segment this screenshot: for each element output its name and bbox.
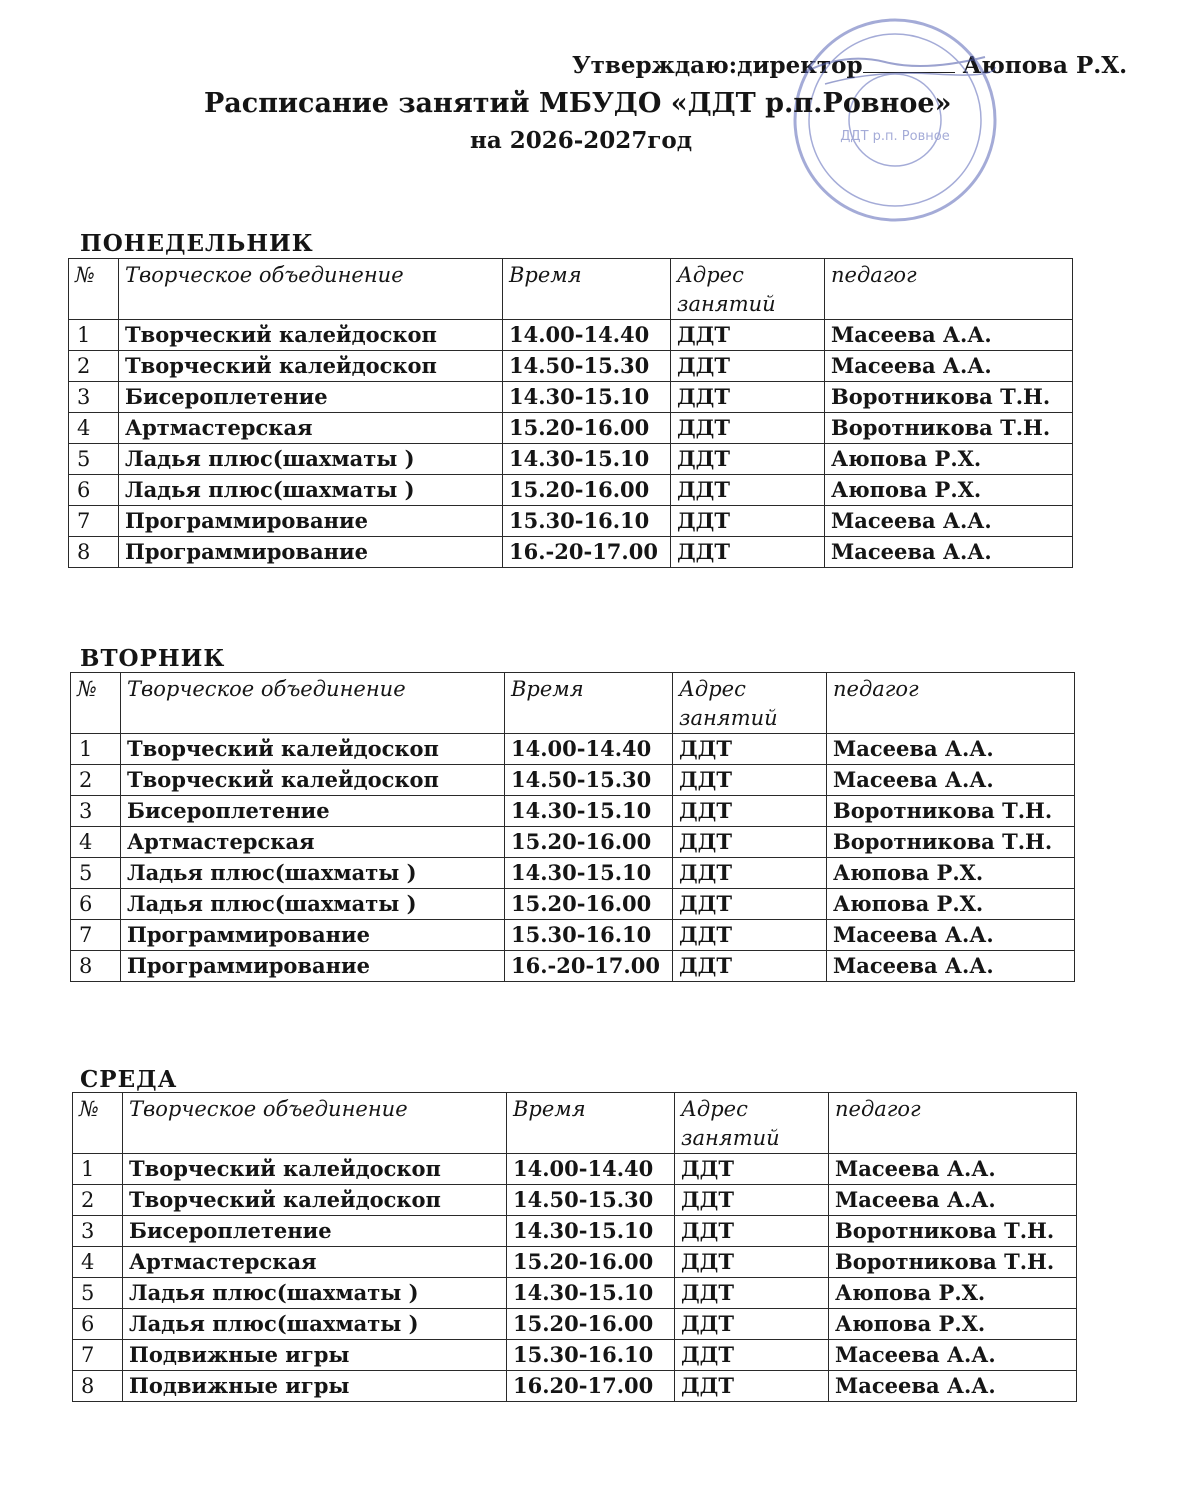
table-row: [69, 506, 1073, 537]
class-time: 14.30-15.10: [503, 382, 671, 413]
group-name: Ладья плюс(шахматы ): [123, 1309, 507, 1340]
stamp-text: ДДТ р.п. Ровное: [840, 129, 950, 144]
teacher-name: Аюпова Р.Х.: [825, 444, 1073, 475]
group-name: Программирование: [119, 506, 503, 537]
col-header-address-line2: занятий: [681, 1126, 780, 1150]
row-number: 2: [73, 1185, 123, 1216]
group-name: Ладья плюс(шахматы ): [121, 858, 505, 889]
row-number: 6: [73, 1309, 123, 1340]
teacher-name: Масеева А.А.: [827, 734, 1075, 765]
class-time: 16.20-17.00: [507, 1371, 675, 1402]
teacher-name: Аюпова Р.Х.: [825, 475, 1073, 506]
col-header-address-line1: Адрес: [677, 263, 744, 287]
group-name: Ладья плюс(шахматы ): [119, 444, 503, 475]
row-number: 8: [71, 951, 121, 982]
col-header-address-line2: занятий: [677, 292, 776, 316]
teacher-name: Воротникова Т.Н.: [827, 827, 1075, 858]
row-number: 3: [73, 1216, 123, 1247]
group-name: Бисероплетение: [123, 1216, 507, 1247]
class-address: ДДТ: [673, 920, 827, 951]
class-time: 14.50-15.30: [503, 351, 671, 382]
class-time: 15.30-16.10: [505, 920, 673, 951]
class-time: 14.00-14.40: [505, 734, 673, 765]
row-number: 7: [73, 1340, 123, 1371]
teacher-name: Масеева А.А.: [825, 537, 1073, 568]
class-time: 14.30-15.10: [507, 1216, 675, 1247]
group-name: Подвижные игры: [123, 1340, 507, 1371]
class-address: ДДТ: [675, 1371, 829, 1402]
table-row: [71, 827, 1075, 858]
table-row: [69, 382, 1073, 413]
col-header-time: Время: [505, 673, 673, 734]
class-address: ДДТ: [673, 889, 827, 920]
teacher-name: Масеева А.А.: [829, 1154, 1077, 1185]
class-time: 16.-20-17.00: [503, 537, 671, 568]
table-row: [69, 351, 1073, 382]
class-time: 15.30-16.10: [507, 1340, 675, 1371]
table-row: [73, 1247, 1077, 1278]
table-row: [69, 537, 1073, 568]
teacher-name: Воротникова Т.Н.: [827, 796, 1075, 827]
class-address: ДДТ: [675, 1278, 829, 1309]
group-name: Ладья плюс(шахматы ): [123, 1278, 507, 1309]
class-address: ДДТ: [673, 951, 827, 982]
col-header-address: [673, 673, 827, 734]
teacher-name: Масеева А.А.: [829, 1371, 1077, 1402]
row-number: 3: [69, 382, 119, 413]
class-address: ДДТ: [673, 796, 827, 827]
group-name: Ладья плюс(шахматы ): [121, 889, 505, 920]
class-time: 14.00-14.40: [507, 1154, 675, 1185]
group-name: Творческий калейдоскоп: [121, 765, 505, 796]
schedule-table-monday: [68, 258, 1073, 568]
class-address: ДДТ: [675, 1340, 829, 1371]
teacher-name: Аюпова Р.Х.: [829, 1278, 1077, 1309]
group-name: Артмастерская: [123, 1247, 507, 1278]
col-header-name: Творческое объединение: [121, 673, 505, 734]
group-name: Артмастерская: [121, 827, 505, 858]
table-row: [71, 951, 1075, 982]
row-number: 1: [69, 320, 119, 351]
class-time: 15.20-16.00: [505, 889, 673, 920]
class-time: 15.20-16.00: [503, 413, 671, 444]
col-header-address: [671, 259, 825, 320]
table-row: [73, 1185, 1077, 1216]
group-name: Ладья плюс(шахматы ): [119, 475, 503, 506]
group-name: Бисероплетение: [121, 796, 505, 827]
group-name: Подвижные игры: [123, 1371, 507, 1402]
class-address: ДДТ: [671, 506, 825, 537]
table-row: [73, 1340, 1077, 1371]
day-label-monday: ПОНЕДЕЛЬНИК: [80, 230, 314, 257]
col-header-time: Время: [507, 1093, 675, 1154]
table-row: [73, 1154, 1077, 1185]
class-time: 15.20-16.00: [507, 1309, 675, 1340]
table-row: [71, 796, 1075, 827]
approval-text: Утверждаю:директор: [572, 52, 863, 79]
class-time: 15.30-16.10: [503, 506, 671, 537]
class-address: ДДТ: [673, 827, 827, 858]
row-number: 2: [69, 351, 119, 382]
class-time: 14.00-14.40: [503, 320, 671, 351]
row-number: 3: [71, 796, 121, 827]
official-stamp: [785, 12, 1005, 227]
class-address: ДДТ: [671, 537, 825, 568]
teacher-name: Масеева А.А.: [827, 920, 1075, 951]
table-row: [69, 475, 1073, 506]
table-row: [73, 1309, 1077, 1340]
group-name: Творческий калейдоскоп: [123, 1154, 507, 1185]
col-header-name: Творческое объединение: [123, 1093, 507, 1154]
table-header-row: [73, 1093, 1077, 1154]
table-header-row: [69, 259, 1073, 320]
class-time: 14.30-15.10: [505, 796, 673, 827]
col-header-teacher: педагог: [825, 259, 1073, 320]
teacher-name: Воротникова Т.Н.: [829, 1247, 1077, 1278]
teacher-name: Масеева А.А.: [829, 1185, 1077, 1216]
class-address: ДДТ: [671, 413, 825, 444]
teacher-name: Масеева А.А.: [825, 320, 1073, 351]
col-header-teacher: педагог: [829, 1093, 1077, 1154]
teacher-name: Аюпова Р.Х.: [827, 858, 1075, 889]
teacher-name: Воротникова Т.Н.: [825, 413, 1073, 444]
col-header-address: [675, 1093, 829, 1154]
table-row: [71, 765, 1075, 796]
col-header-address-line1: Адрес: [679, 677, 746, 701]
class-time: 14.30-15.10: [505, 858, 673, 889]
teacher-name: Масеева А.А.: [827, 951, 1075, 982]
teacher-name: Воротникова Т.Н.: [825, 382, 1073, 413]
teacher-name: Масеева А.А.: [825, 351, 1073, 382]
class-time: 14.50-15.30: [505, 765, 673, 796]
col-header-num: №: [69, 259, 119, 320]
row-number: 4: [69, 413, 119, 444]
col-header-num: №: [71, 673, 121, 734]
group-name: Артмастерская: [119, 413, 503, 444]
table-row: [73, 1216, 1077, 1247]
director-name: Аюпова Р.Х.: [962, 52, 1128, 79]
col-header-teacher: педагог: [827, 673, 1075, 734]
col-header-address-line1: Адрес: [681, 1097, 748, 1121]
group-name: Творческий калейдоскоп: [123, 1185, 507, 1216]
row-number: 6: [71, 889, 121, 920]
group-name: Программирование: [121, 920, 505, 951]
class-address: ДДТ: [675, 1185, 829, 1216]
class-time: 16.-20-17.00: [505, 951, 673, 982]
teacher-name: Воротникова Т.Н.: [829, 1216, 1077, 1247]
table-row: [71, 920, 1075, 951]
class-address: ДДТ: [675, 1216, 829, 1247]
table-row: [73, 1371, 1077, 1402]
class-time: 15.20-16.00: [505, 827, 673, 858]
row-number: 4: [71, 827, 121, 858]
table-row: [71, 734, 1075, 765]
col-header-num: №: [73, 1093, 123, 1154]
page-title: Расписание занятий МБУДО «ДДТ р.п.Ровное»: [204, 88, 952, 119]
class-address: ДДТ: [671, 444, 825, 475]
row-number: 5: [71, 858, 121, 889]
row-number: 1: [71, 734, 121, 765]
teacher-name: Масеева А.А.: [827, 765, 1075, 796]
schedule-table-wednesday: [72, 1092, 1077, 1402]
class-address: ДДТ: [675, 1309, 829, 1340]
row-number: 6: [69, 475, 119, 506]
table-row: [71, 858, 1075, 889]
page-subtitle: на 2026-2027год: [470, 127, 693, 154]
col-header-address-line2: занятий: [679, 706, 778, 730]
group-name: Бисероплетение: [119, 382, 503, 413]
row-number: 5: [69, 444, 119, 475]
class-address: ДДТ: [673, 734, 827, 765]
class-address: ДДТ: [671, 351, 825, 382]
class-address: ДДТ: [671, 320, 825, 351]
class-time: 14.50-15.30: [507, 1185, 675, 1216]
schedule-table-tuesday: [70, 672, 1075, 982]
teacher-name: Масеева А.А.: [825, 506, 1073, 537]
class-address: ДДТ: [675, 1154, 829, 1185]
teacher-name: Аюпова Р.Х.: [829, 1309, 1077, 1340]
row-number: 7: [69, 506, 119, 537]
class-time: 15.20-16.00: [503, 475, 671, 506]
class-time: 14.30-15.10: [503, 444, 671, 475]
class-address: ДДТ: [673, 858, 827, 889]
class-address: ДДТ: [673, 765, 827, 796]
teacher-name: Аюпова Р.Х.: [827, 889, 1075, 920]
row-number: 8: [73, 1371, 123, 1402]
table-row: [69, 413, 1073, 444]
day-label-wednesday: СРЕДА: [80, 1066, 178, 1093]
row-number: 7: [71, 920, 121, 951]
table-header-row: [71, 673, 1075, 734]
table-row: [69, 444, 1073, 475]
table-row: [71, 889, 1075, 920]
class-address: ДДТ: [671, 475, 825, 506]
group-name: Программирование: [119, 537, 503, 568]
class-time: 15.20-16.00: [507, 1247, 675, 1278]
teacher-name: Масеева А.А.: [829, 1340, 1077, 1371]
table-row: [69, 320, 1073, 351]
group-name: Творческий калейдоскоп: [121, 734, 505, 765]
row-number: 1: [73, 1154, 123, 1185]
col-header-time: Время: [503, 259, 671, 320]
row-number: 4: [73, 1247, 123, 1278]
class-address: ДДТ: [671, 382, 825, 413]
row-number: 2: [71, 765, 121, 796]
col-header-name: Творческое объединение: [119, 259, 503, 320]
day-label-tuesday: ВТОРНИК: [80, 645, 226, 672]
class-time: 14.30-15.10: [507, 1278, 675, 1309]
row-number: 5: [73, 1278, 123, 1309]
group-name: Программирование: [121, 951, 505, 982]
group-name: Творческий калейдоскоп: [119, 320, 503, 351]
class-address: ДДТ: [675, 1247, 829, 1278]
row-number: 8: [69, 537, 119, 568]
group-name: Творческий калейдоскоп: [119, 351, 503, 382]
table-row: [73, 1278, 1077, 1309]
